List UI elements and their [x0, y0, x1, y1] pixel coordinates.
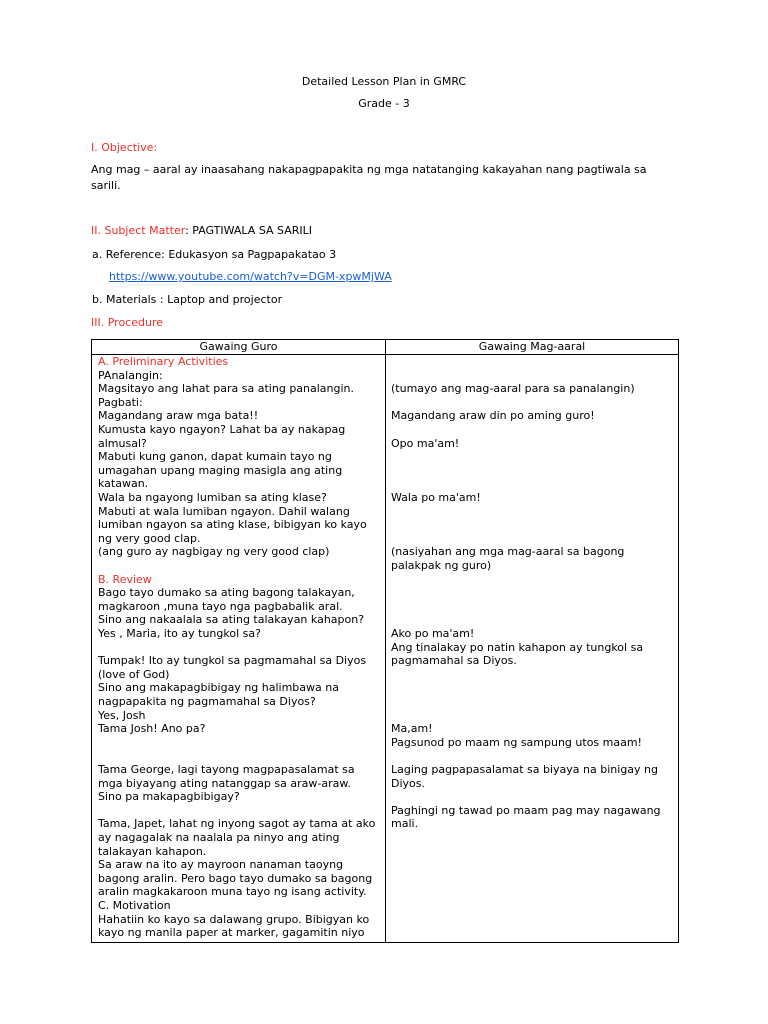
teacher-line: Wala ba ngayong lumiban sa ating klase? [98, 491, 327, 504]
teacher-line: Bago tayo dumako sa ating bagong talakayan, [98, 586, 355, 600]
teacher-line: Tama George, lagi tayong magpapasalamat sa [98, 763, 355, 776]
teacher-line: B. Review [98, 572, 152, 586]
student-line: mali. [391, 817, 419, 831]
reference-line: a. Reference: Edukasyon sa Pagpapakatao 3 [92, 248, 337, 261]
student-line: Ang tinalakay po natin kahapon ay tungkol sa [391, 640, 644, 654]
teacher-activities-cell [92, 355, 386, 943]
teacher-line: Mabuti at wala lumiban ngayon. Dahil walang [98, 504, 350, 518]
document-title: Detailed Lesson Plan in GMRC [301, 75, 467, 88]
student-line: Laging pagpapasalamat sa biyaya na binigay ng [391, 763, 659, 776]
teacher-line: Kumusta kayo ngayon? Lahat ba ay nakapag [98, 423, 346, 436]
materials-line: b. Materials : Laptop and projector [92, 293, 283, 306]
teacher-line: Mabuti kung ganon, dapat kumain tayo ng [98, 450, 332, 464]
procedure-heading: III. Procedure [91, 316, 163, 329]
teacher-line: Yes, Josh [98, 708, 146, 722]
youtube-link[interactable]: https://www.youtube.com/watch?v=DGM-xpwMjWA [109, 270, 392, 283]
teacher-line: Yes , Maria, ito ay tungkol sa? [98, 627, 261, 640]
teacher-line: aralin magkakaroon muna tayo ng isang activity. [98, 885, 367, 899]
subject-matter-value: : PAGTIWALA SA SARILI [185, 224, 313, 237]
student-line: (nasiyahan ang mga mag-aaral sa bagong [391, 545, 625, 559]
student-line: (tumayo ang mag-aaral para sa panalangin) [391, 382, 635, 396]
student-activities-cell [386, 355, 679, 943]
teacher-line: C. Motivation [98, 899, 171, 912]
student-line: Diyos. [391, 776, 425, 790]
teacher-line: Sino pa makapagbibigay? [98, 790, 240, 804]
procedure-table-row [92, 355, 679, 943]
teacher-line: talakayan kahapon. [98, 844, 207, 858]
teacher-line: Tama Josh! Ano pa? [98, 722, 206, 736]
student-line: Wala po ma'am! [391, 491, 481, 504]
student-line: Ma,am! [391, 722, 433, 736]
teacher-line: mga biyayang ating natanggap sa araw-araw. [98, 776, 351, 790]
subject-matter-heading: II. Subject Matter [91, 224, 186, 237]
teacher-line: umagahan upang maging masigla ang ating [98, 463, 343, 477]
teacher-line: PAnalangin: [98, 368, 163, 382]
teacher-line: (ang guro ay nagbigay ng very good clap) [98, 545, 330, 559]
subject-matter-line [91, 224, 312, 238]
teacher-line: A. Preliminary Activities [98, 355, 229, 368]
teacher-line: nagpapakita ng pagmamahal sa Diyos? [98, 695, 316, 708]
teacher-line: Sino ang makapagbibigay ng halimbawa na [98, 681, 339, 695]
teacher-line: Tumpak! Ito ay tungkol sa pagmamahal sa Diyos [98, 654, 367, 668]
teacher-line: katawan. [98, 477, 149, 491]
teacher-line: lumiban ngayon sa ating klase, bibigyan ko kayo [98, 518, 367, 532]
student-line: pagmamahal sa Diyos. [391, 654, 517, 668]
teacher-line: ng very good clap. [98, 531, 201, 545]
column-header-teacher: Gawaing Guro [92, 340, 386, 355]
teacher-line: Magandang araw mga bata!! [98, 409, 259, 423]
student-line: Magandang araw din po aming guro! [391, 409, 595, 423]
teacher-line: Pagbati: [98, 395, 143, 409]
student-line: Pagsunod po maam ng sampung utos maam! [391, 735, 642, 749]
teacher-line: Sino ang nakaalala sa ating talakayan kahapon? [98, 613, 365, 627]
teacher-line: bagong aralin. Pero bago tayo dumako sa bagong [98, 871, 373, 885]
grade-label: Grade - 3 [358, 97, 410, 110]
teacher-line: Hahatiin ko kayo sa dalawang grupo. Bibigyan ko [98, 912, 370, 926]
objective-heading: I. Objective: [91, 141, 158, 154]
procedure-table [91, 339, 679, 943]
teacher-line: kayo ng manila paper at marker, gagamitin niyo [98, 926, 365, 940]
teacher-line: (love of God) [98, 667, 170, 681]
student-line: Paghingi ng tawad po maam pag may nagawang [391, 803, 661, 817]
teacher-line: magkaroon ,muna tayo nga pagbabalik aral. [98, 599, 343, 613]
teacher-line: Magsitayo ang lahat para sa ating panalangin. [98, 382, 355, 396]
column-header-student: Gawaing Mag-aaral [386, 340, 679, 355]
student-line: Ako po ma'am! [391, 627, 475, 640]
teacher-line: Sa araw na ito ay mayroon nanaman taoyng [98, 858, 344, 872]
objective-text: Ang mag – aaral ay inaasahang nakapagpapakita ng mga natatanging kakayahan nang pagtiwala sa sarili. [91, 163, 647, 192]
teacher-line: Tama, Japet, lahat ng inyong sagot ay tama at ako [98, 817, 376, 831]
student-line: Opo ma'am! [391, 436, 460, 450]
teacher-line: almusal? [98, 436, 147, 450]
procedure-table-header [92, 340, 679, 355]
student-line: palakpak ng guro) [391, 559, 492, 572]
teacher-line: ay nagagalak na naalala pa ninyo ang ating [98, 831, 340, 844]
